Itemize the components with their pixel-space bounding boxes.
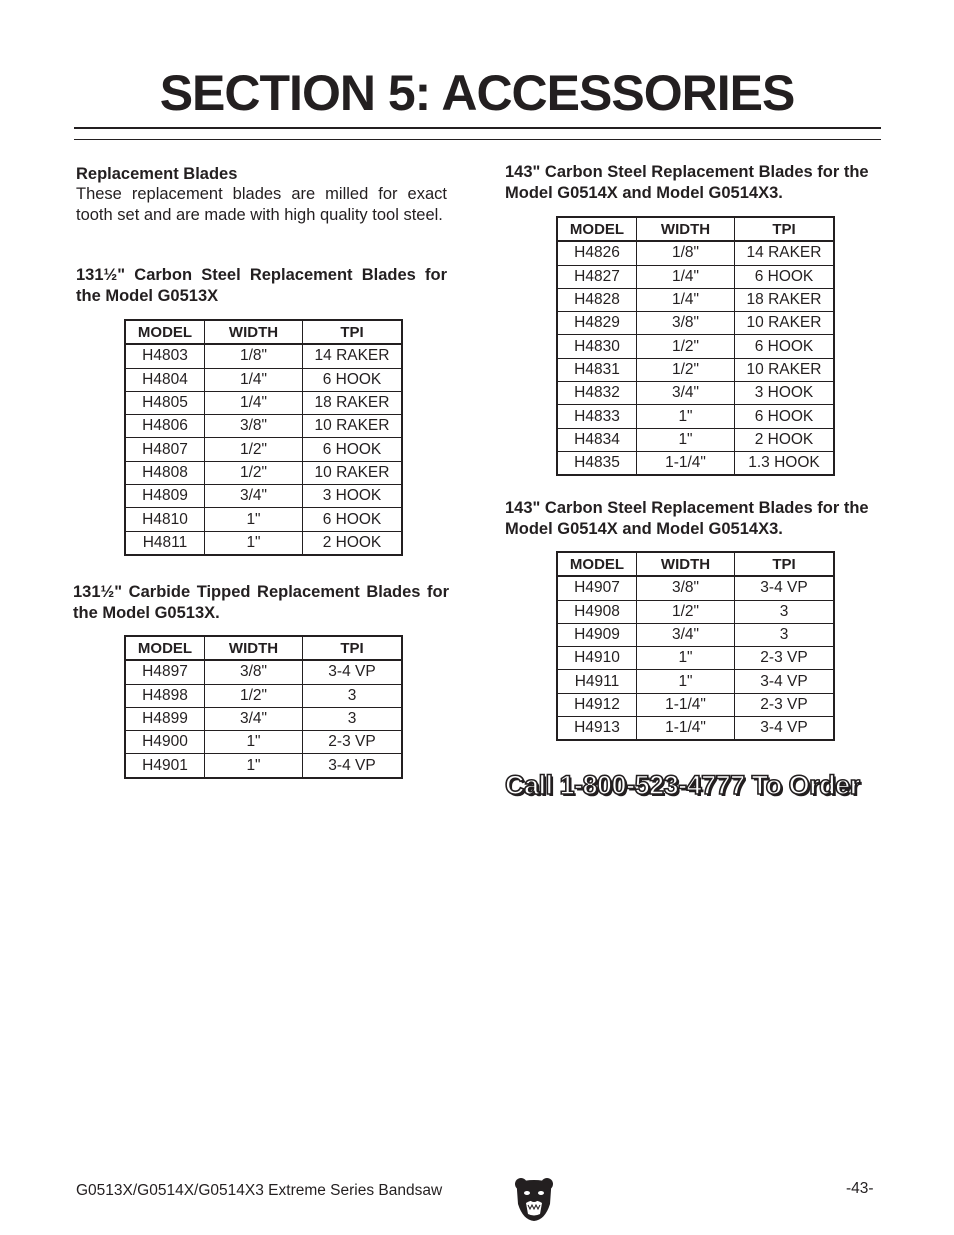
width-cell: 3/8" [637, 312, 735, 335]
table-heading-g0514x-vp: 143" Carbon Steel Replacement Blades for the Model G0514X and Model G0514X3. [505, 499, 869, 538]
table-row [557, 428, 834, 451]
width-cell: 3/4" [205, 707, 303, 730]
column-header-width: WIDTH [637, 217, 735, 241]
tpi-cell: 2 HOOK [303, 531, 403, 555]
title-rule-thick [74, 127, 881, 129]
tpi-cell: 10 RAKER [735, 358, 835, 381]
tpi-cell: 3 HOOK [303, 485, 403, 508]
column-header-tpi: TPI [303, 636, 403, 660]
tpi-cell: 3-4 VP [735, 576, 835, 600]
width-cell: 3/8" [205, 415, 303, 438]
tpi-cell: 3 HOOK [735, 382, 835, 405]
model-cell: H4832 [557, 382, 637, 405]
table-row [557, 312, 834, 335]
model-cell: H4808 [125, 461, 205, 484]
width-cell: 1/2" [205, 684, 303, 707]
model-cell: H4803 [125, 344, 205, 368]
blade-table-g0513x-carbon [124, 319, 403, 556]
table-row [557, 405, 834, 428]
table-row [557, 358, 834, 381]
table-row [557, 670, 834, 693]
table-heading-g0514x-carbon: 143" Carbon Steel Replacement Blades for the Model G0514X and Model G0514X3. [505, 163, 869, 202]
tpi-cell: 6 HOOK [735, 335, 835, 358]
model-cell: H4826 [557, 241, 637, 265]
tpi-cell: 3 [735, 600, 835, 623]
model-cell: H4806 [125, 415, 205, 438]
width-cell: 1/8" [637, 241, 735, 265]
tpi-cell: 6 HOOK [303, 368, 403, 391]
table-row [557, 451, 834, 475]
tpi-cell: 6 HOOK [735, 265, 835, 288]
column-header-width: WIDTH [205, 320, 303, 344]
tpi-cell: 2-3 VP [735, 693, 835, 716]
width-cell: 1" [637, 405, 735, 428]
model-cell: H4901 [125, 754, 205, 778]
width-cell: 1/4" [205, 368, 303, 391]
model-cell: H4828 [557, 288, 637, 311]
table-row [125, 438, 402, 461]
tpi-cell: 3-4 VP [735, 670, 835, 693]
table-row [125, 415, 402, 438]
width-cell: 1/2" [205, 461, 303, 484]
model-cell: H4831 [557, 358, 637, 381]
width-cell: 1-1/4" [637, 451, 735, 475]
width-cell: 1/4" [205, 391, 303, 414]
column-header-model: MODEL [557, 217, 637, 241]
model-cell: H4810 [125, 508, 205, 531]
table-row [557, 241, 834, 265]
column-header-model: MODEL [125, 320, 205, 344]
width-cell: 1" [637, 647, 735, 670]
table-row [125, 368, 402, 391]
table-row [125, 707, 402, 730]
column-header-tpi: TPI [735, 217, 835, 241]
table-row [125, 461, 402, 484]
table-row [557, 576, 834, 600]
order-phone-callout: Call 1-800-523-4777 To Order [505, 770, 860, 800]
title-rule-thin [74, 139, 881, 140]
width-cell: 1" [205, 731, 303, 754]
tpi-cell: 14 RAKER [735, 241, 835, 265]
tpi-cell: 3-4 VP [735, 717, 835, 741]
tpi-cell: 3-4 VP [303, 660, 403, 684]
model-cell: H4809 [125, 485, 205, 508]
model-cell: H4900 [125, 731, 205, 754]
table-heading-g0513x-carbon: 131½" Carbon Steel Replacement Blades for the Model G0513X [76, 266, 447, 305]
width-cell: 1-1/4" [637, 717, 735, 741]
tpi-cell: 18 RAKER [735, 288, 835, 311]
width-cell: 1" [205, 508, 303, 531]
bear-head-logo-icon [513, 1176, 555, 1222]
model-cell: H4807 [125, 438, 205, 461]
table-row [557, 623, 834, 646]
table-row [125, 684, 402, 707]
model-cell: H4911 [557, 670, 637, 693]
width-cell: 1/2" [637, 335, 735, 358]
tpi-cell: 2-3 VP [303, 731, 403, 754]
model-cell: H4835 [557, 451, 637, 475]
model-cell: H4805 [125, 391, 205, 414]
blade-table-g0514x-vp [556, 551, 835, 741]
tpi-cell: 3-4 VP [303, 754, 403, 778]
width-cell: 1/8" [205, 344, 303, 368]
blade-table-g0513x-carbide [124, 635, 403, 779]
model-cell: H4908 [557, 600, 637, 623]
model-cell: H4811 [125, 531, 205, 555]
footer-model-name: G0513X/G0514X/G0514X3 Extreme Series Bandsaw [76, 1182, 443, 1199]
model-cell: H4833 [557, 405, 637, 428]
model-cell: H4898 [125, 684, 205, 707]
model-cell: H4912 [557, 693, 637, 716]
tpi-cell: 10 RAKER [735, 312, 835, 335]
model-cell: H4834 [557, 428, 637, 451]
column-header-width: WIDTH [205, 636, 303, 660]
intro-body: These replacement blades are milled for exact tooth set and are made with high quality tool steel. [76, 185, 447, 224]
table-row [125, 731, 402, 754]
width-cell: 3/4" [205, 485, 303, 508]
blade-table-g0514x-carbon [556, 216, 835, 476]
table-row [125, 485, 402, 508]
table-row [125, 344, 402, 368]
tpi-cell: 3 [303, 707, 403, 730]
tpi-cell: 6 HOOK [303, 508, 403, 531]
model-cell: H4907 [557, 576, 637, 600]
table-row [125, 660, 402, 684]
model-cell: H4827 [557, 265, 637, 288]
table-row [125, 754, 402, 778]
intro-heading: Replacement Blades [76, 165, 238, 183]
tpi-cell: 10 RAKER [303, 415, 403, 438]
tpi-cell: 6 HOOK [735, 405, 835, 428]
table-row [125, 531, 402, 555]
page-number: -43- [846, 1180, 874, 1197]
tpi-cell: 1.3 HOOK [735, 451, 835, 475]
model-cell: H4830 [557, 335, 637, 358]
model-cell: H4913 [557, 717, 637, 741]
tpi-cell: 2-3 VP [735, 647, 835, 670]
tpi-cell: 3 [303, 684, 403, 707]
width-cell: 1" [637, 428, 735, 451]
column-header-model: MODEL [557, 552, 637, 576]
width-cell: 3/8" [205, 660, 303, 684]
tpi-cell: 6 HOOK [303, 438, 403, 461]
tpi-cell: 18 RAKER [303, 391, 403, 414]
model-cell: H4899 [125, 707, 205, 730]
tpi-cell: 10 RAKER [303, 461, 403, 484]
table-row [125, 391, 402, 414]
table-row [557, 265, 834, 288]
width-cell: 1/2" [637, 358, 735, 381]
table-row [125, 508, 402, 531]
width-cell: 1" [205, 531, 303, 555]
model-cell: H4804 [125, 368, 205, 391]
tpi-cell: 3 [735, 623, 835, 646]
table-row [557, 600, 834, 623]
width-cell: 1-1/4" [637, 693, 735, 716]
width-cell: 3/4" [637, 382, 735, 405]
tpi-cell: 14 RAKER [303, 344, 403, 368]
width-cell: 1" [637, 670, 735, 693]
model-cell: H4829 [557, 312, 637, 335]
table-row [557, 647, 834, 670]
page-title: SECTION 5: ACCESSORIES [159, 65, 795, 121]
table-heading-g0513x-carbide: 131½" Carbide Tipped Replacement Blades for the Model G0513X. [73, 583, 449, 622]
width-cell: 1" [205, 754, 303, 778]
table-row [557, 382, 834, 405]
table-row [557, 288, 834, 311]
width-cell: 1/4" [637, 288, 735, 311]
table-row [557, 693, 834, 716]
model-cell: H4909 [557, 623, 637, 646]
width-cell: 3/4" [637, 623, 735, 646]
width-cell: 3/8" [637, 576, 735, 600]
tpi-cell: 2 HOOK [735, 428, 835, 451]
width-cell: 1/2" [205, 438, 303, 461]
model-cell: H4897 [125, 660, 205, 684]
width-cell: 1/2" [637, 600, 735, 623]
width-cell: 1/4" [637, 265, 735, 288]
table-row [557, 717, 834, 741]
column-header-tpi: TPI [303, 320, 403, 344]
column-header-width: WIDTH [637, 552, 735, 576]
column-header-tpi: TPI [735, 552, 835, 576]
model-cell: H4910 [557, 647, 637, 670]
column-header-model: MODEL [125, 636, 205, 660]
table-row [557, 335, 834, 358]
